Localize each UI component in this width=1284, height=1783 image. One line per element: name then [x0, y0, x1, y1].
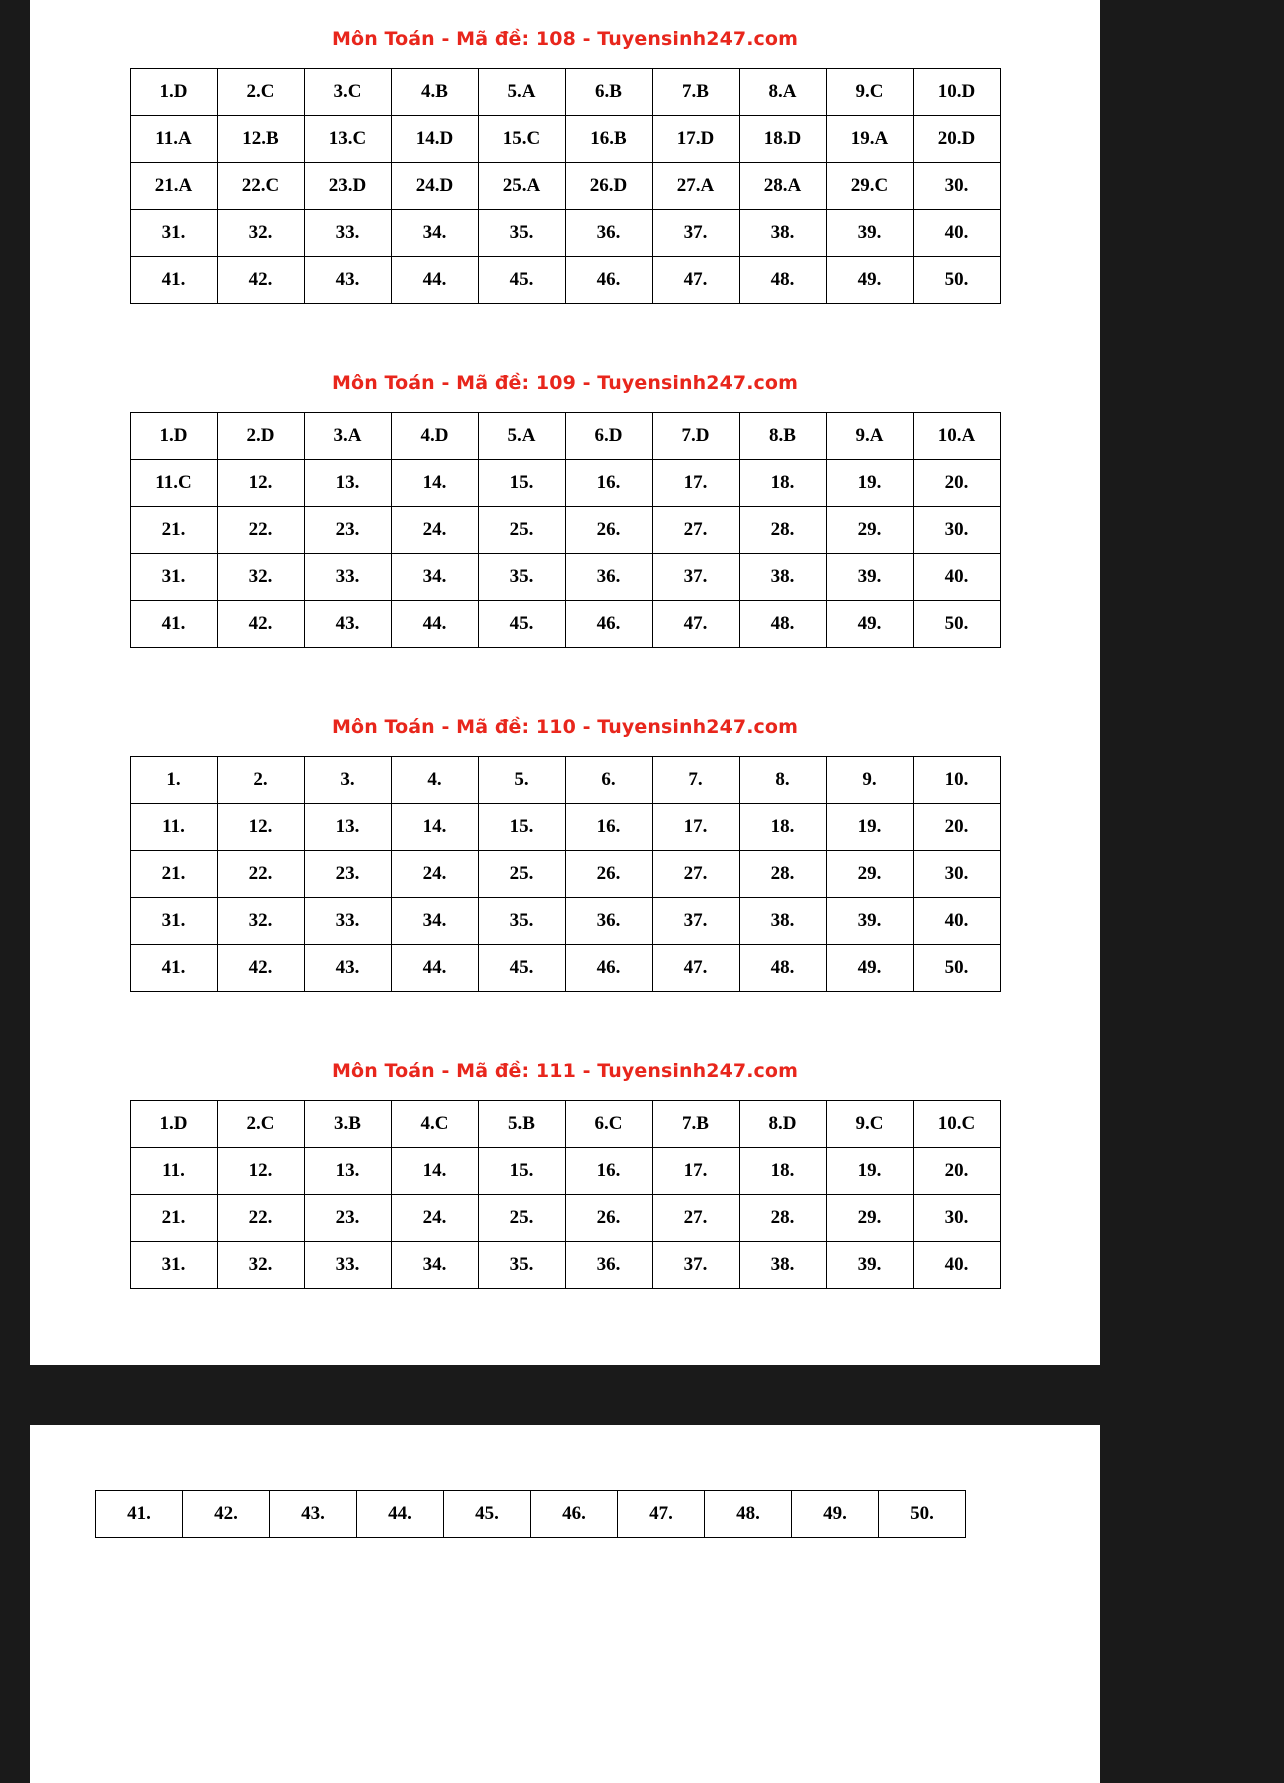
- answer-cell: 12.: [217, 804, 304, 851]
- answer-cell: 3.: [304, 757, 391, 804]
- answer-cell: 5.: [478, 757, 565, 804]
- answer-cell: 43.: [270, 1491, 357, 1538]
- answer-cell: 44.: [391, 945, 478, 992]
- section-spacer: [30, 304, 1100, 344]
- answer-cell: 26.: [565, 1195, 652, 1242]
- answer-table: [130, 68, 1001, 304]
- answer-cell: 11.C: [130, 460, 217, 507]
- answer-cell: 17.: [652, 804, 739, 851]
- answer-cell: 16.: [565, 804, 652, 851]
- answer-cell: 31.: [130, 898, 217, 945]
- answer-cell: 21.: [130, 1195, 217, 1242]
- answer-cell: 38.: [739, 1242, 826, 1289]
- table-row: [130, 507, 1000, 554]
- answer-cell: 35.: [478, 898, 565, 945]
- answer-cell: 4.D: [391, 413, 478, 460]
- answer-cell: 8.A: [739, 69, 826, 116]
- answer-cell: 33.: [304, 898, 391, 945]
- answer-cell: 18.: [739, 460, 826, 507]
- answer-table: [130, 412, 1001, 648]
- answer-cell: 6.C: [565, 1101, 652, 1148]
- table-row: [130, 851, 1000, 898]
- table-row: [130, 898, 1000, 945]
- table-row: [130, 1242, 1000, 1289]
- section-title: Môn Toán - Mã đề: 111 - Tuyensinh247.com: [332, 1060, 798, 1082]
- answer-cell: 44.: [357, 1491, 444, 1538]
- answer-cell: 24.: [391, 507, 478, 554]
- answer-cell: 14.: [391, 804, 478, 851]
- answer-cell: 46.: [565, 945, 652, 992]
- answer-cell: 40.: [913, 210, 1000, 257]
- answer-cell: 10.D: [913, 69, 1000, 116]
- answer-cell: 21.A: [130, 163, 217, 210]
- answer-cell: 45.: [478, 601, 565, 648]
- answer-cell: 30.: [913, 1195, 1000, 1242]
- answer-cell: 34.: [391, 554, 478, 601]
- answer-cell: 20.: [913, 460, 1000, 507]
- answer-cell: 50.: [913, 945, 1000, 992]
- answer-cell: 25.: [478, 851, 565, 898]
- answer-cell: 40.: [913, 554, 1000, 601]
- answer-cell: 39.: [826, 554, 913, 601]
- answer-cell: 1.D: [130, 1101, 217, 1148]
- answer-cell: 16.: [565, 1148, 652, 1195]
- answer-cell: 43.: [304, 601, 391, 648]
- answer-cell: 35.: [478, 1242, 565, 1289]
- answer-cell: 11.: [130, 1148, 217, 1195]
- answer-cell: 41.: [96, 1491, 183, 1538]
- answer-cell: 33.: [304, 1242, 391, 1289]
- answer-cell: 42.: [217, 257, 304, 304]
- document-page-1: [30, 0, 1100, 1365]
- answer-cell: 24.: [391, 1195, 478, 1242]
- answer-cell: 36.: [565, 554, 652, 601]
- answer-cell: 13.C: [304, 116, 391, 163]
- answer-cell: 27.: [652, 1195, 739, 1242]
- answer-cell: 47.: [652, 601, 739, 648]
- answer-cell: 17.: [652, 460, 739, 507]
- answer-cell: 31.: [130, 1242, 217, 1289]
- answer-cell: 7.: [652, 757, 739, 804]
- answer-cell: 37.: [652, 898, 739, 945]
- answer-cell: 4.: [391, 757, 478, 804]
- answer-cell: 36.: [565, 210, 652, 257]
- answer-cell: 23.: [304, 851, 391, 898]
- table-row: [130, 460, 1000, 507]
- answer-cell: 3.C: [304, 69, 391, 116]
- answer-cell: 20.: [913, 804, 1000, 851]
- answer-cell: 34.: [391, 1242, 478, 1289]
- answer-cell: 30.: [913, 851, 1000, 898]
- answer-cell: 31.: [130, 210, 217, 257]
- answer-cell: 49.: [826, 257, 913, 304]
- answer-cell: 9.A: [826, 413, 913, 460]
- answer-cell: 22.C: [217, 163, 304, 210]
- answer-cell: 12.: [217, 1148, 304, 1195]
- answer-cell: 13.: [304, 1148, 391, 1195]
- answer-cell: 41.: [130, 601, 217, 648]
- answer-cell: 30.: [913, 507, 1000, 554]
- answer-cell: 39.: [826, 210, 913, 257]
- section-title: Môn Toán - Mã đề: 110 - Tuyensinh247.com: [332, 716, 798, 738]
- answer-cell: 42.: [217, 945, 304, 992]
- answer-cell: 26.: [565, 851, 652, 898]
- table-row: [130, 163, 1000, 210]
- answer-cell: 15.: [478, 1148, 565, 1195]
- answer-cell: 49.: [826, 601, 913, 648]
- answer-cell: 5.A: [478, 413, 565, 460]
- answer-cell: 14.: [391, 1148, 478, 1195]
- table-row: [130, 413, 1000, 460]
- answer-cell: 9.C: [826, 69, 913, 116]
- answer-cell: 22.: [217, 507, 304, 554]
- answer-cell: 16.: [565, 460, 652, 507]
- answer-cell: 10.A: [913, 413, 1000, 460]
- answer-cell: 5.A: [478, 69, 565, 116]
- answer-cell: 9.C: [826, 1101, 913, 1148]
- answer-cell: 11.A: [130, 116, 217, 163]
- answer-cell: 43.: [304, 945, 391, 992]
- answer-cell: 2.C: [217, 69, 304, 116]
- answer-cell: 1.D: [130, 69, 217, 116]
- answer-cell: 6.D: [565, 413, 652, 460]
- answer-cell: 48.: [739, 945, 826, 992]
- answer-cell: 18.D: [739, 116, 826, 163]
- answer-cell: 48.: [739, 601, 826, 648]
- answer-cell: 13.: [304, 460, 391, 507]
- answer-cell: 34.: [391, 210, 478, 257]
- answer-cell: 39.: [826, 1242, 913, 1289]
- answer-cell: 4.B: [391, 69, 478, 116]
- answer-cell: 5.B: [478, 1101, 565, 1148]
- section-spacer: [30, 992, 1100, 1032]
- section-title: Môn Toán - Mã đề: 109 - Tuyensinh247.com: [332, 372, 798, 394]
- answer-cell: 32.: [217, 1242, 304, 1289]
- answer-cell: 45.: [444, 1491, 531, 1538]
- answer-cell: 33.: [304, 554, 391, 601]
- answer-cell: 22.: [217, 1195, 304, 1242]
- answer-cell: 23.D: [304, 163, 391, 210]
- answer-cell: 37.: [652, 1242, 739, 1289]
- answer-cell: 32.: [217, 210, 304, 257]
- answer-section: [30, 1032, 1100, 1289]
- answer-cell: 19.: [826, 460, 913, 507]
- answer-cell: 45.: [478, 257, 565, 304]
- answer-cell: 38.: [739, 898, 826, 945]
- answer-cell: 32.: [217, 554, 304, 601]
- answer-cell: 29.: [826, 851, 913, 898]
- answer-cell: 44.: [391, 257, 478, 304]
- answer-cell: 12.B: [217, 116, 304, 163]
- answer-cell: 41.: [130, 257, 217, 304]
- table-row: [130, 757, 1000, 804]
- answer-cell: 49.: [826, 945, 913, 992]
- answer-cell: 50.: [879, 1491, 966, 1538]
- answer-cell: 28.: [739, 507, 826, 554]
- answer-cell: 18.: [739, 804, 826, 851]
- answer-cell: 27.A: [652, 163, 739, 210]
- answer-cell: 49.: [792, 1491, 879, 1538]
- answer-cell: 20.D: [913, 116, 1000, 163]
- answer-cell: 12.: [217, 460, 304, 507]
- answer-cell: 7.D: [652, 413, 739, 460]
- answer-cell: 22.: [217, 851, 304, 898]
- answer-cell: 25.: [478, 1195, 565, 1242]
- answer-cell: 42.: [217, 601, 304, 648]
- answer-cell: 29.: [826, 1195, 913, 1242]
- answer-cell: 17.: [652, 1148, 739, 1195]
- answer-cell: 24.: [391, 851, 478, 898]
- answer-cell: 1.: [130, 757, 217, 804]
- answer-cell: 47.: [618, 1491, 705, 1538]
- answer-cell: 50.: [913, 257, 1000, 304]
- table-row: [130, 210, 1000, 257]
- answer-cell: 1.D: [130, 413, 217, 460]
- answer-cell: 35.: [478, 210, 565, 257]
- answer-cell: 19.A: [826, 116, 913, 163]
- answer-cell: 13.: [304, 804, 391, 851]
- table-row: [130, 116, 1000, 163]
- answer-cell: 40.: [913, 1242, 1000, 1289]
- table-row: [130, 1101, 1000, 1148]
- answer-cell: 16.B: [565, 116, 652, 163]
- answer-cell: 36.: [565, 898, 652, 945]
- answer-cell: 27.: [652, 507, 739, 554]
- answer-cell: 27.: [652, 851, 739, 898]
- answer-cell: 33.: [304, 210, 391, 257]
- answer-cell: 19.: [826, 804, 913, 851]
- answer-table: [130, 756, 1001, 992]
- table-row: [130, 69, 1000, 116]
- answer-cell: 50.: [913, 601, 1000, 648]
- answer-cell: 19.: [826, 1148, 913, 1195]
- answer-cell: 42.: [183, 1491, 270, 1538]
- answer-cell: 15.: [478, 804, 565, 851]
- answer-cell: 43.: [304, 257, 391, 304]
- answer-cell: 3.B: [304, 1101, 391, 1148]
- answer-cell: 8.D: [739, 1101, 826, 1148]
- answer-cell: 2.: [217, 757, 304, 804]
- answer-cell: 47.: [652, 257, 739, 304]
- table-row: [130, 1195, 1000, 1242]
- answer-cell: 11.: [130, 804, 217, 851]
- answer-cell: 38.: [739, 210, 826, 257]
- answer-cell: 4.C: [391, 1101, 478, 1148]
- answer-cell: 20.: [913, 1148, 1000, 1195]
- answer-cell: 40.: [913, 898, 1000, 945]
- answer-cell: 37.: [652, 210, 739, 257]
- answer-cell: 46.: [531, 1491, 618, 1538]
- answer-cell: 44.: [391, 601, 478, 648]
- answer-cell: 39.: [826, 898, 913, 945]
- answer-cell: 32.: [217, 898, 304, 945]
- answer-cell: 14.: [391, 460, 478, 507]
- answer-cell: 24.D: [391, 163, 478, 210]
- table-row: [130, 1148, 1000, 1195]
- answer-cell: 38.: [739, 554, 826, 601]
- answer-sections: [30, 0, 1100, 1289]
- table-row: [130, 945, 1000, 992]
- table-row: [130, 804, 1000, 851]
- answer-cell: 23.: [304, 1195, 391, 1242]
- answer-cell: 46.: [565, 601, 652, 648]
- answer-cell: 37.: [652, 554, 739, 601]
- table-row: [130, 601, 1000, 648]
- answer-cell: 14.D: [391, 116, 478, 163]
- answer-cell: 36.: [565, 1242, 652, 1289]
- section-spacer: [30, 648, 1100, 688]
- answer-cell: 31.: [130, 554, 217, 601]
- answer-cell: 3.A: [304, 413, 391, 460]
- answer-cell: 15.: [478, 460, 565, 507]
- answer-section: [30, 344, 1100, 648]
- answer-cell: 48.: [739, 257, 826, 304]
- answer-table: [95, 1490, 966, 1538]
- answer-cell: 47.: [652, 945, 739, 992]
- answer-cell: 29.C: [826, 163, 913, 210]
- answer-cell: 9.: [826, 757, 913, 804]
- table-row: [130, 554, 1000, 601]
- answer-cell: 2.D: [217, 413, 304, 460]
- section-title: Môn Toán - Mã đề: 108 - Tuyensinh247.com: [332, 28, 798, 50]
- answer-cell: 2.C: [217, 1101, 304, 1148]
- document-page-2: [30, 1425, 1100, 1783]
- answer-cell: 25.: [478, 507, 565, 554]
- answer-cell: 7.B: [652, 1101, 739, 1148]
- answer-cell: 23.: [304, 507, 391, 554]
- answer-cell: 17.D: [652, 116, 739, 163]
- answer-cell: 25.A: [478, 163, 565, 210]
- answer-cell: 45.: [478, 945, 565, 992]
- answer-cell: 18.: [739, 1148, 826, 1195]
- answer-cell: 10.: [913, 757, 1000, 804]
- answer-section: [30, 688, 1100, 992]
- table-row: [96, 1491, 966, 1538]
- answer-cell: 29.: [826, 507, 913, 554]
- answer-cell: 10.C: [913, 1101, 1000, 1148]
- answer-cell: 34.: [391, 898, 478, 945]
- answer-cell: 28.: [739, 1195, 826, 1242]
- answer-cell: 28.: [739, 851, 826, 898]
- answer-cell: 41.: [130, 945, 217, 992]
- answer-cell: 30.: [913, 163, 1000, 210]
- answer-section: [30, 0, 1100, 304]
- answer-cell: 26.: [565, 507, 652, 554]
- answer-cell: 8.: [739, 757, 826, 804]
- answer-cell: 21.: [130, 851, 217, 898]
- answer-cell: 26.D: [565, 163, 652, 210]
- answer-cell: 6.B: [565, 69, 652, 116]
- answer-cell: 46.: [565, 257, 652, 304]
- answer-cell: 21.: [130, 507, 217, 554]
- answer-cell: 15.C: [478, 116, 565, 163]
- answer-cell: 6.: [565, 757, 652, 804]
- answer-cell: 35.: [478, 554, 565, 601]
- answer-cell: 28.A: [739, 163, 826, 210]
- table-row: [130, 257, 1000, 304]
- answer-table: [130, 1100, 1001, 1289]
- answer-cell: 7.B: [652, 69, 739, 116]
- answer-cell: 48.: [705, 1491, 792, 1538]
- answer-cell: 8.B: [739, 413, 826, 460]
